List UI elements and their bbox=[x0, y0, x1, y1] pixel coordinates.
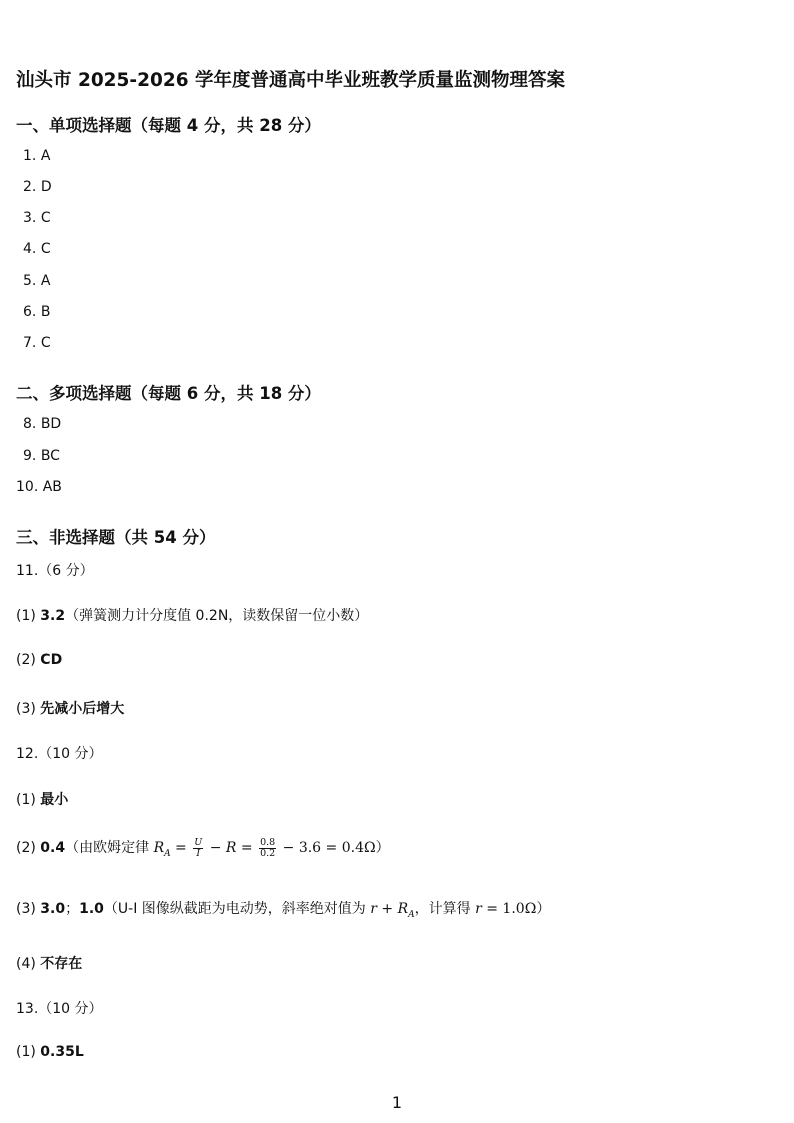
symbol-r: r bbox=[475, 901, 482, 917]
formula-result: = 1.0Ω bbox=[481, 901, 537, 917]
question-11-part-2 bbox=[16, 652, 62, 668]
section-single-choice-heading: 一、单项选择题（每题 4 分，共 28 分） bbox=[16, 116, 321, 135]
subscript-a: A bbox=[408, 909, 415, 920]
part-label: (1) bbox=[16, 608, 36, 624]
item-number: 4. bbox=[23, 241, 37, 257]
section-multi-choice-heading: 二、多项选择题（每题 6 分，共 18 分） bbox=[16, 384, 321, 403]
part-label: (3) bbox=[16, 901, 36, 917]
part-label: (3) bbox=[16, 701, 36, 717]
part-label: (4) bbox=[16, 956, 36, 972]
page-title: 汕头市 2025-2026 学年度普通高中毕业班教学质量监测物理答案 bbox=[16, 70, 566, 91]
item-number: 3. bbox=[23, 210, 37, 226]
item-number: 7. bbox=[23, 335, 37, 351]
item-answer: D bbox=[40, 179, 52, 195]
paren-close: ） bbox=[375, 840, 390, 856]
subscript-a: A bbox=[164, 848, 171, 859]
list-item bbox=[23, 148, 50, 164]
list-item bbox=[23, 448, 60, 464]
part-answer: 不存在 bbox=[40, 956, 83, 972]
plus-sign: + bbox=[376, 901, 398, 917]
part-answer: 3.2 bbox=[40, 608, 66, 624]
item-number: 1. bbox=[23, 148, 37, 164]
fraction-values bbox=[259, 838, 276, 859]
item-number: 8. bbox=[23, 416, 37, 432]
question-12-part-1 bbox=[16, 789, 68, 809]
part-answer-emf: 3.0 bbox=[40, 901, 66, 917]
item-answer: A bbox=[40, 148, 51, 164]
fraction-numerator: U bbox=[194, 836, 203, 848]
question-13-part-1 bbox=[16, 1044, 84, 1060]
part-label: (2) bbox=[16, 652, 36, 668]
symbol-R: R bbox=[397, 901, 409, 917]
item-answer: C bbox=[40, 210, 51, 226]
fraction-denominator: 0.2 bbox=[260, 847, 276, 859]
fraction-denominator: I bbox=[196, 847, 201, 859]
item-answer: C bbox=[40, 241, 51, 257]
item-number: 2. bbox=[23, 179, 37, 195]
part-label: (1) bbox=[16, 1044, 36, 1060]
item-answer: BD bbox=[40, 416, 62, 432]
question-12-part-4 bbox=[16, 953, 82, 973]
list-item bbox=[23, 304, 50, 320]
symbol-r: R bbox=[153, 840, 165, 856]
question-11-header: 11.（6 分） bbox=[16, 563, 94, 579]
list-item bbox=[23, 179, 52, 195]
part-answer: 0.4 bbox=[40, 840, 66, 856]
symbol-r: r bbox=[370, 901, 377, 917]
minus-r-equals: − R = bbox=[205, 840, 258, 856]
paren-close: ） bbox=[536, 901, 551, 917]
question-12-part-3 bbox=[16, 898, 550, 920]
item-answer: BC bbox=[40, 448, 60, 464]
part-answer: CD bbox=[40, 652, 63, 668]
item-number: 10. bbox=[16, 479, 39, 495]
answer-separator: ； bbox=[65, 901, 80, 917]
list-item bbox=[23, 241, 51, 257]
item-answer: C bbox=[40, 335, 51, 351]
list-item bbox=[16, 479, 62, 495]
formula-intro: （由欧姆定律 bbox=[65, 840, 154, 856]
item-answer: B bbox=[40, 304, 51, 320]
part-answer: 先减小后增大 bbox=[40, 701, 125, 717]
section-free-response-heading: 三、非选择题（共 54 分） bbox=[16, 528, 216, 547]
item-answer: A bbox=[40, 273, 51, 289]
question-11-part-1 bbox=[16, 605, 368, 625]
question-12-part-2 bbox=[16, 837, 390, 859]
item-answer: AB bbox=[42, 479, 62, 495]
question-13-header: 13.（10 分） bbox=[16, 1001, 103, 1017]
list-item bbox=[23, 416, 61, 432]
list-item bbox=[23, 335, 51, 351]
explanation-text: ，计算得 bbox=[414, 901, 476, 917]
part-answer: 0.35L bbox=[40, 1044, 84, 1060]
fraction-numerator: 0.8 bbox=[260, 836, 276, 848]
part-answer-resistance: 1.0 bbox=[79, 901, 104, 917]
explanation-text: （U-I 图像纵截距为电动势，斜率绝对值为 bbox=[103, 901, 371, 917]
part-label: (2) bbox=[16, 840, 36, 856]
part-label: (1) bbox=[16, 792, 36, 808]
formula-result: − 3.6 = 0.4Ω bbox=[278, 840, 376, 856]
question-12-header: 12.（10 分） bbox=[16, 746, 103, 762]
item-number: 5. bbox=[23, 273, 37, 289]
question-11-part-3 bbox=[16, 698, 124, 718]
list-item bbox=[23, 210, 51, 226]
fraction-u-over-i bbox=[193, 838, 203, 859]
page-number: 1 bbox=[391, 1093, 403, 1112]
list-item bbox=[23, 273, 50, 289]
item-number: 9. bbox=[23, 448, 37, 464]
item-number: 6. bbox=[23, 304, 37, 320]
part-note: （弹簧测力计分度值 0.2N，读数保留一位小数） bbox=[65, 608, 369, 624]
equals-sign: = bbox=[170, 840, 192, 856]
part-answer: 最小 bbox=[40, 792, 69, 808]
